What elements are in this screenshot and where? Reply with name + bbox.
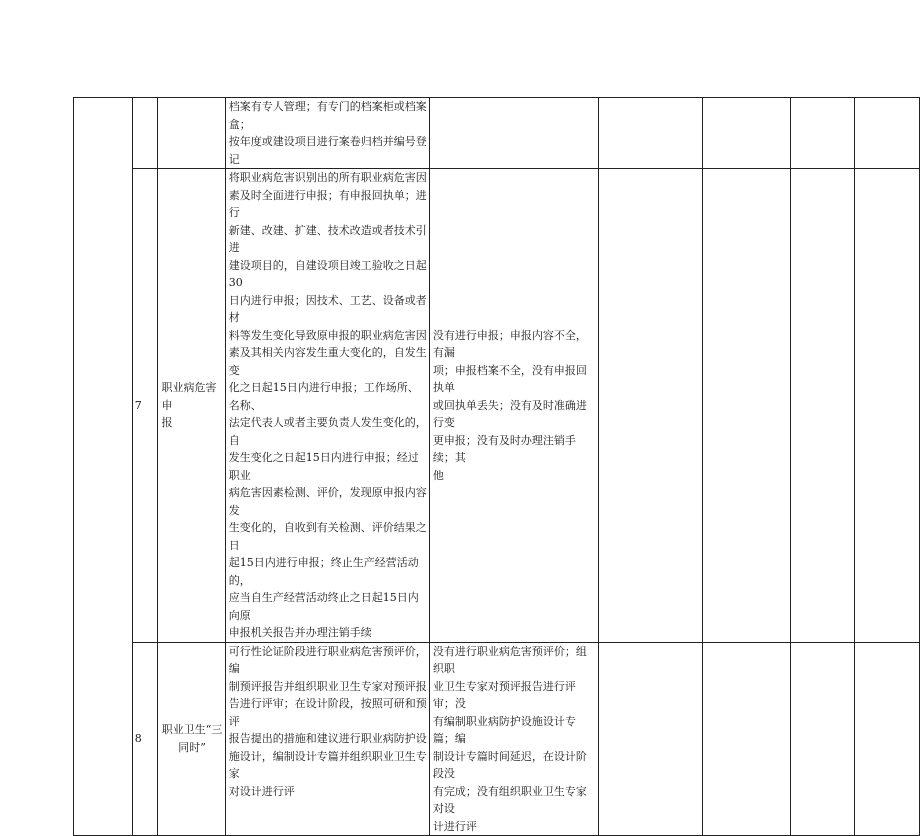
row-number-cell [132, 642, 158, 836]
item-cell [158, 98, 225, 169]
requirement-text: 档案有专人管理；有专门的档案柜或档案盒； 按年度或建设项目进行案卷归档并编号登 记 [228, 100, 427, 166]
item-name: 职业病危害申 报 [161, 381, 217, 429]
table-row [74, 98, 920, 169]
deviation-cell [429, 642, 598, 836]
requirement-cell [225, 98, 429, 169]
empty-cell [855, 642, 920, 836]
requirement-text: 将职业病危害识别出的所有职业病危害因 素及时全面进行申报；有申报回执单；进行 新建、改建、扩建、技术改造或者技术引进 建设项目的，自建设项目竣工验收之日起30 日内进行申报；因技术、工艺、设备或者材 料等发生变化导致原申报的职业病危害因 素及其相关内容发生重大变化的，自发生变 化之日起15日内进行申报；工作场所、名称、 法定代表人或者主要负责人发生变化的，自 发生变化之日起15日内进行申报；经过职业 病危害因素检测、评价，发现原申报内容发 生变化的，自收到有关检测、评价结果之日 起15日内进行申报；终止生产经营活动的， 应当自生产经营活动终止之日起15日内向原 申报机关报告并办理注销手续 [228, 171, 427, 639]
requirement-cell [225, 169, 429, 643]
empty-cell [598, 169, 702, 643]
empty-cell [598, 98, 702, 169]
deviation-cell [429, 98, 598, 169]
row-number-cell [132, 169, 158, 643]
requirement-text: 可行性论证阶段进行职业病危害预评价，编 制预评报告并组织职业卫生专家对预评报 告进行评审；在设计阶段，按照可研和预评 报告提出的措施和建议进行职业病防护设 施设计，编制设计专篇并组织职业卫生专家 对设计进行评 [228, 644, 427, 798]
item-cell [158, 642, 225, 836]
deviation-cell [429, 169, 598, 643]
empty-cell [598, 642, 702, 836]
empty-cell [790, 642, 855, 836]
empty-cell [855, 98, 920, 169]
row-number-cell [132, 98, 158, 169]
requirement-cell [225, 642, 429, 836]
empty-cell [702, 642, 790, 836]
item-name: 职业卫生“三 同时” [161, 723, 223, 754]
category-cell [74, 98, 133, 836]
deviation-text: 没有进行申报；申报内容不全，有漏 项；申报档案不全，没有申报回执单 或回执单丢失；没有及时准确进行变 更申报；没有及时办理注销手续；其 他 [432, 328, 587, 482]
row-number: 7 [134, 398, 142, 412]
empty-cell [702, 98, 790, 169]
row-number: 8 [134, 732, 142, 745]
inspection-table [73, 97, 920, 836]
table-row [74, 169, 920, 643]
deviation-text: 没有进行职业病危害预评价；组织职 业卫生专家对预评报告进行评审；没 有编制职业病防护设施设计专篇；编 制设计专篇时间延迟，在设计阶段没 有完成；没有组织职业卫生专家对设 计进行评 [432, 644, 587, 833]
empty-cell [855, 169, 920, 643]
empty-cell [702, 169, 790, 643]
item-cell [158, 169, 225, 643]
empty-cell [790, 169, 855, 643]
table-row [74, 642, 920, 836]
empty-cell [790, 98, 855, 169]
